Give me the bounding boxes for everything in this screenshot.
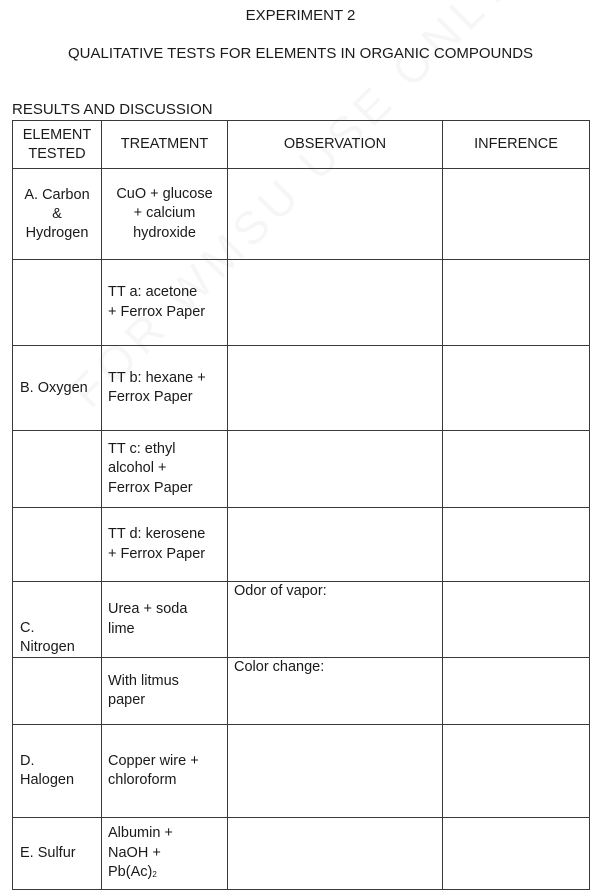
section-heading: RESULTS AND DISCUSSION [12, 101, 213, 118]
element-text: Nitrogen [20, 639, 75, 655]
treatment-text: + Ferrox Paper [108, 303, 206, 320]
treatment-text: alcohol + [108, 460, 167, 477]
treatment-text: Albumin + [108, 825, 173, 841]
treatment-text: TT d: kerosene [108, 526, 206, 542]
table-row [13, 260, 590, 346]
element-text: A. Carbon [24, 186, 90, 203]
table-row [13, 508, 590, 582]
formula-subscript: 2 [152, 870, 157, 879]
inference-cell[interactable] [443, 346, 590, 431]
treatment-cell [102, 260, 228, 346]
observation-cell[interactable] [228, 582, 443, 658]
inference-cell[interactable] [443, 725, 590, 818]
treatment-text: TT a: acetone [108, 284, 198, 300]
treatment-cell [102, 431, 228, 508]
observation-cell[interactable] [228, 658, 443, 725]
element-cell [13, 658, 102, 725]
observation-cell[interactable] [228, 725, 443, 818]
observation-cell[interactable] [228, 508, 443, 582]
element-text: B. Oxygen [20, 379, 88, 396]
inference-cell[interactable] [443, 508, 590, 582]
treatment-text: chloroform [108, 772, 177, 788]
table-row [13, 431, 590, 508]
header-element-line2: TESTED [28, 145, 86, 162]
table-row [13, 725, 590, 818]
treatment-text: TT c: ethyl [108, 440, 176, 457]
inference-cell[interactable] [443, 260, 590, 346]
document-title: QUALITATIVE TESTS FOR ELEMENTS IN ORGANIC COMPOUNDS [67, 45, 534, 62]
observation-cell[interactable] [228, 260, 443, 346]
table-row [13, 658, 590, 725]
treatment-text [108, 863, 223, 885]
observation-prompt: Odor of vapor: [234, 583, 327, 599]
inference-cell[interactable] [443, 658, 590, 725]
inference-cell[interactable] [443, 431, 590, 508]
header-inference: INFERENCE [443, 121, 590, 169]
element-text: Hydrogen [25, 224, 89, 241]
treatment-text: lime [108, 620, 135, 637]
table-row [13, 582, 590, 658]
table-row [13, 346, 590, 431]
treatment-text: hydroxide [133, 224, 196, 241]
table-row [13, 169, 590, 260]
observation-cell[interactable] [228, 346, 443, 431]
treatment-cell [102, 508, 228, 582]
treatment-text: paper [108, 692, 146, 708]
treatment-text: TT b: hexane + [108, 369, 206, 386]
treatment-cell [102, 725, 228, 818]
table-row [13, 818, 590, 890]
treatment-cell [102, 818, 228, 890]
results-table [12, 120, 590, 890]
treatment-text: NaOH + [108, 844, 161, 861]
treatment-text: Urea + soda [108, 601, 188, 617]
treatment-text: CuO + glucose [116, 185, 213, 202]
inference-cell[interactable] [443, 818, 590, 890]
observation-cell[interactable] [228, 818, 443, 890]
treatment-cell [102, 582, 228, 658]
treatment-text: + calcium [133, 205, 196, 222]
element-cell [13, 818, 102, 890]
observation-prompt: Color change: [234, 659, 325, 675]
observation-cell[interactable] [228, 431, 443, 508]
treatment-text: With litmus [108, 672, 179, 689]
element-text: & [52, 205, 62, 222]
table-header-row [13, 121, 590, 169]
element-text: C. [20, 620, 35, 636]
header-observation: OBSERVATION [228, 121, 443, 169]
element-text: E. Sulfur [20, 845, 76, 861]
element-cell [13, 260, 102, 346]
treatment-cell [102, 658, 228, 725]
element-text: D. [20, 753, 35, 769]
inference-cell[interactable] [443, 169, 590, 260]
inference-cell[interactable] [443, 582, 590, 658]
element-cell [13, 346, 102, 431]
element-text: Halogen [20, 772, 75, 788]
treatment-cell [102, 346, 228, 431]
header-element-tested [13, 121, 102, 169]
element-cell [13, 508, 102, 582]
treatment-text: Copper wire + [108, 752, 199, 769]
experiment-number: EXPERIMENT 2 [245, 7, 356, 24]
observation-cell[interactable] [228, 169, 443, 260]
element-cell [13, 582, 102, 658]
formula-text: Pb(Ac) [108, 864, 153, 880]
element-cell [13, 431, 102, 508]
header-element-line1: ELEMENT [22, 126, 92, 143]
element-cell [13, 169, 102, 260]
treatment-text: + Ferrox Paper [108, 545, 206, 562]
treatment-text: Ferrox Paper [108, 479, 193, 496]
element-cell [13, 725, 102, 818]
header-treatment: TREATMENT [102, 121, 228, 169]
treatment-cell [102, 169, 228, 260]
treatment-text: Ferrox Paper [108, 389, 193, 405]
